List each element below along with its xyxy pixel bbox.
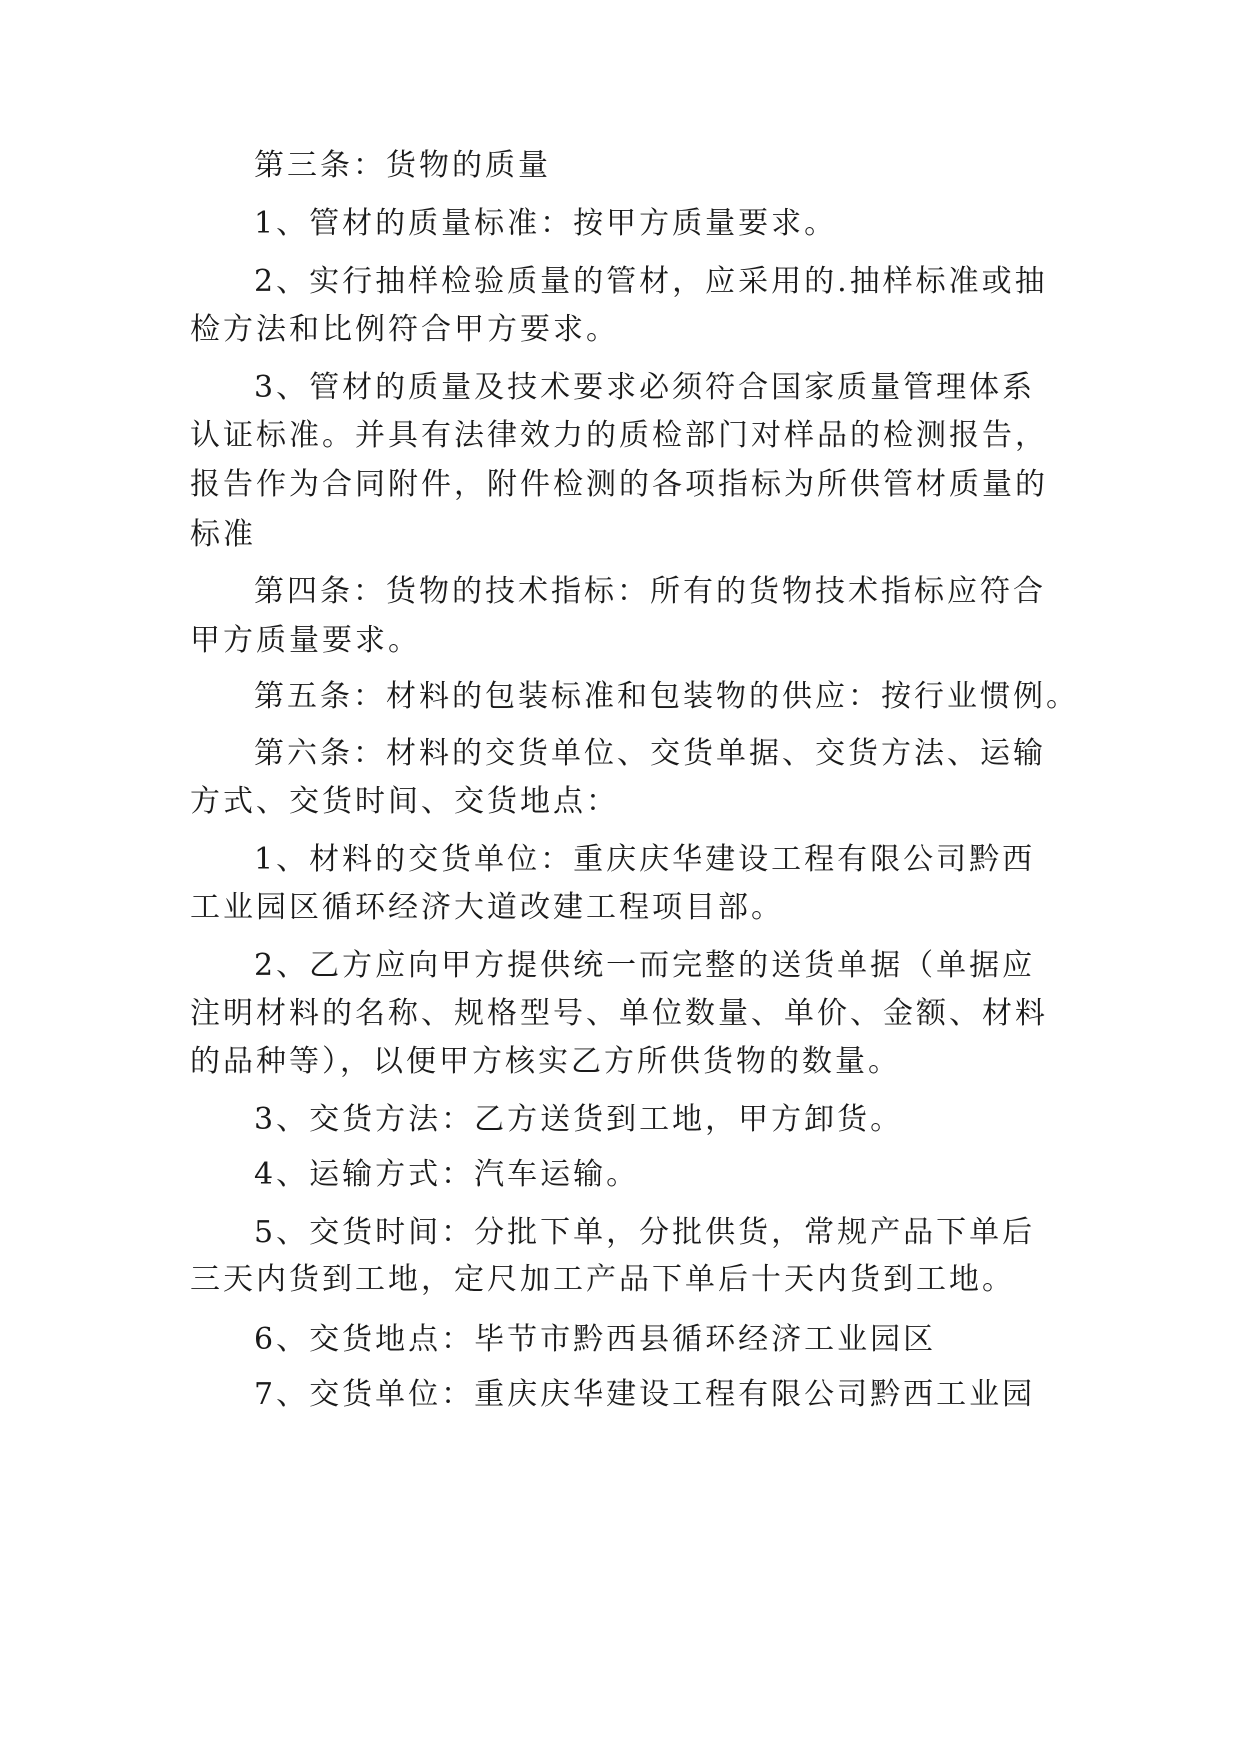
text-line: 方式、交货时间、交货地点： bbox=[190, 784, 619, 819]
text-line: 4、运输方式：汽车运输。 bbox=[254, 1157, 640, 1192]
text-line: 第四条：货物的技术指标：所有的货物技术指标应符合 bbox=[254, 574, 1046, 609]
text-line: 第三条：货物的质量 bbox=[254, 148, 551, 183]
text-line: 第六条：材料的交货单位、交货单据、交货方法、运输 bbox=[254, 736, 1046, 771]
text-line: 报告作为合同附件，附件检测的各项指标为所供管材质量的 bbox=[190, 467, 1048, 502]
text-line: 工业园区循环经济大道改建工程项目部。 bbox=[190, 890, 784, 925]
text-line: 甲方质量要求。 bbox=[190, 623, 421, 658]
text-line: 标准 bbox=[190, 517, 256, 552]
text-line: 1、材料的交货单位：重庆庆华建设工程有限公司黔西 bbox=[254, 842, 1036, 877]
text-line: 3、交货方法：乙方送货到工地，甲方卸货。 bbox=[254, 1102, 904, 1137]
text-line: 7、交货单位：重庆庆华建设工程有限公司黔西工业园 bbox=[254, 1377, 1036, 1412]
text-line: 2、乙方应向甲方提供统一而完整的送货单据（单据应 bbox=[254, 948, 1036, 983]
text-line: 2、实行抽样检验质量的管材，应采用的.抽样标准或抽 bbox=[254, 264, 1048, 299]
text-line: 三天内货到工地，定尺加工产品下单后十天内货到工地。 bbox=[190, 1262, 1015, 1297]
text-line: 5、交货时间：分批下单，分批供货，常规产品下单后 bbox=[254, 1215, 1036, 1250]
text-line: 认证标准。并具有法律效力的质检部门对样品的检测报告， bbox=[190, 418, 1048, 453]
text-line: 第五条：材料的包装标准和包装物的供应：按行业惯例。 bbox=[254, 679, 1079, 714]
text-line: 检方法和比例符合甲方要求。 bbox=[190, 312, 619, 347]
text-line: 注明材料的名称、规格型号、单位数量、单价、金额、材料 bbox=[190, 996, 1048, 1031]
text-line: 3、管材的质量及技术要求必须符合国家质量管理体系 bbox=[254, 370, 1036, 405]
text-line: 6、交货地点：毕节市黔西县循环经济工业园区 bbox=[254, 1322, 937, 1357]
text-line: 的品种等），以便甲方核实乙方所供货物的数量。 bbox=[190, 1044, 901, 1079]
text-line: 1、管材的质量标准：按甲方质量要求。 bbox=[254, 206, 838, 241]
